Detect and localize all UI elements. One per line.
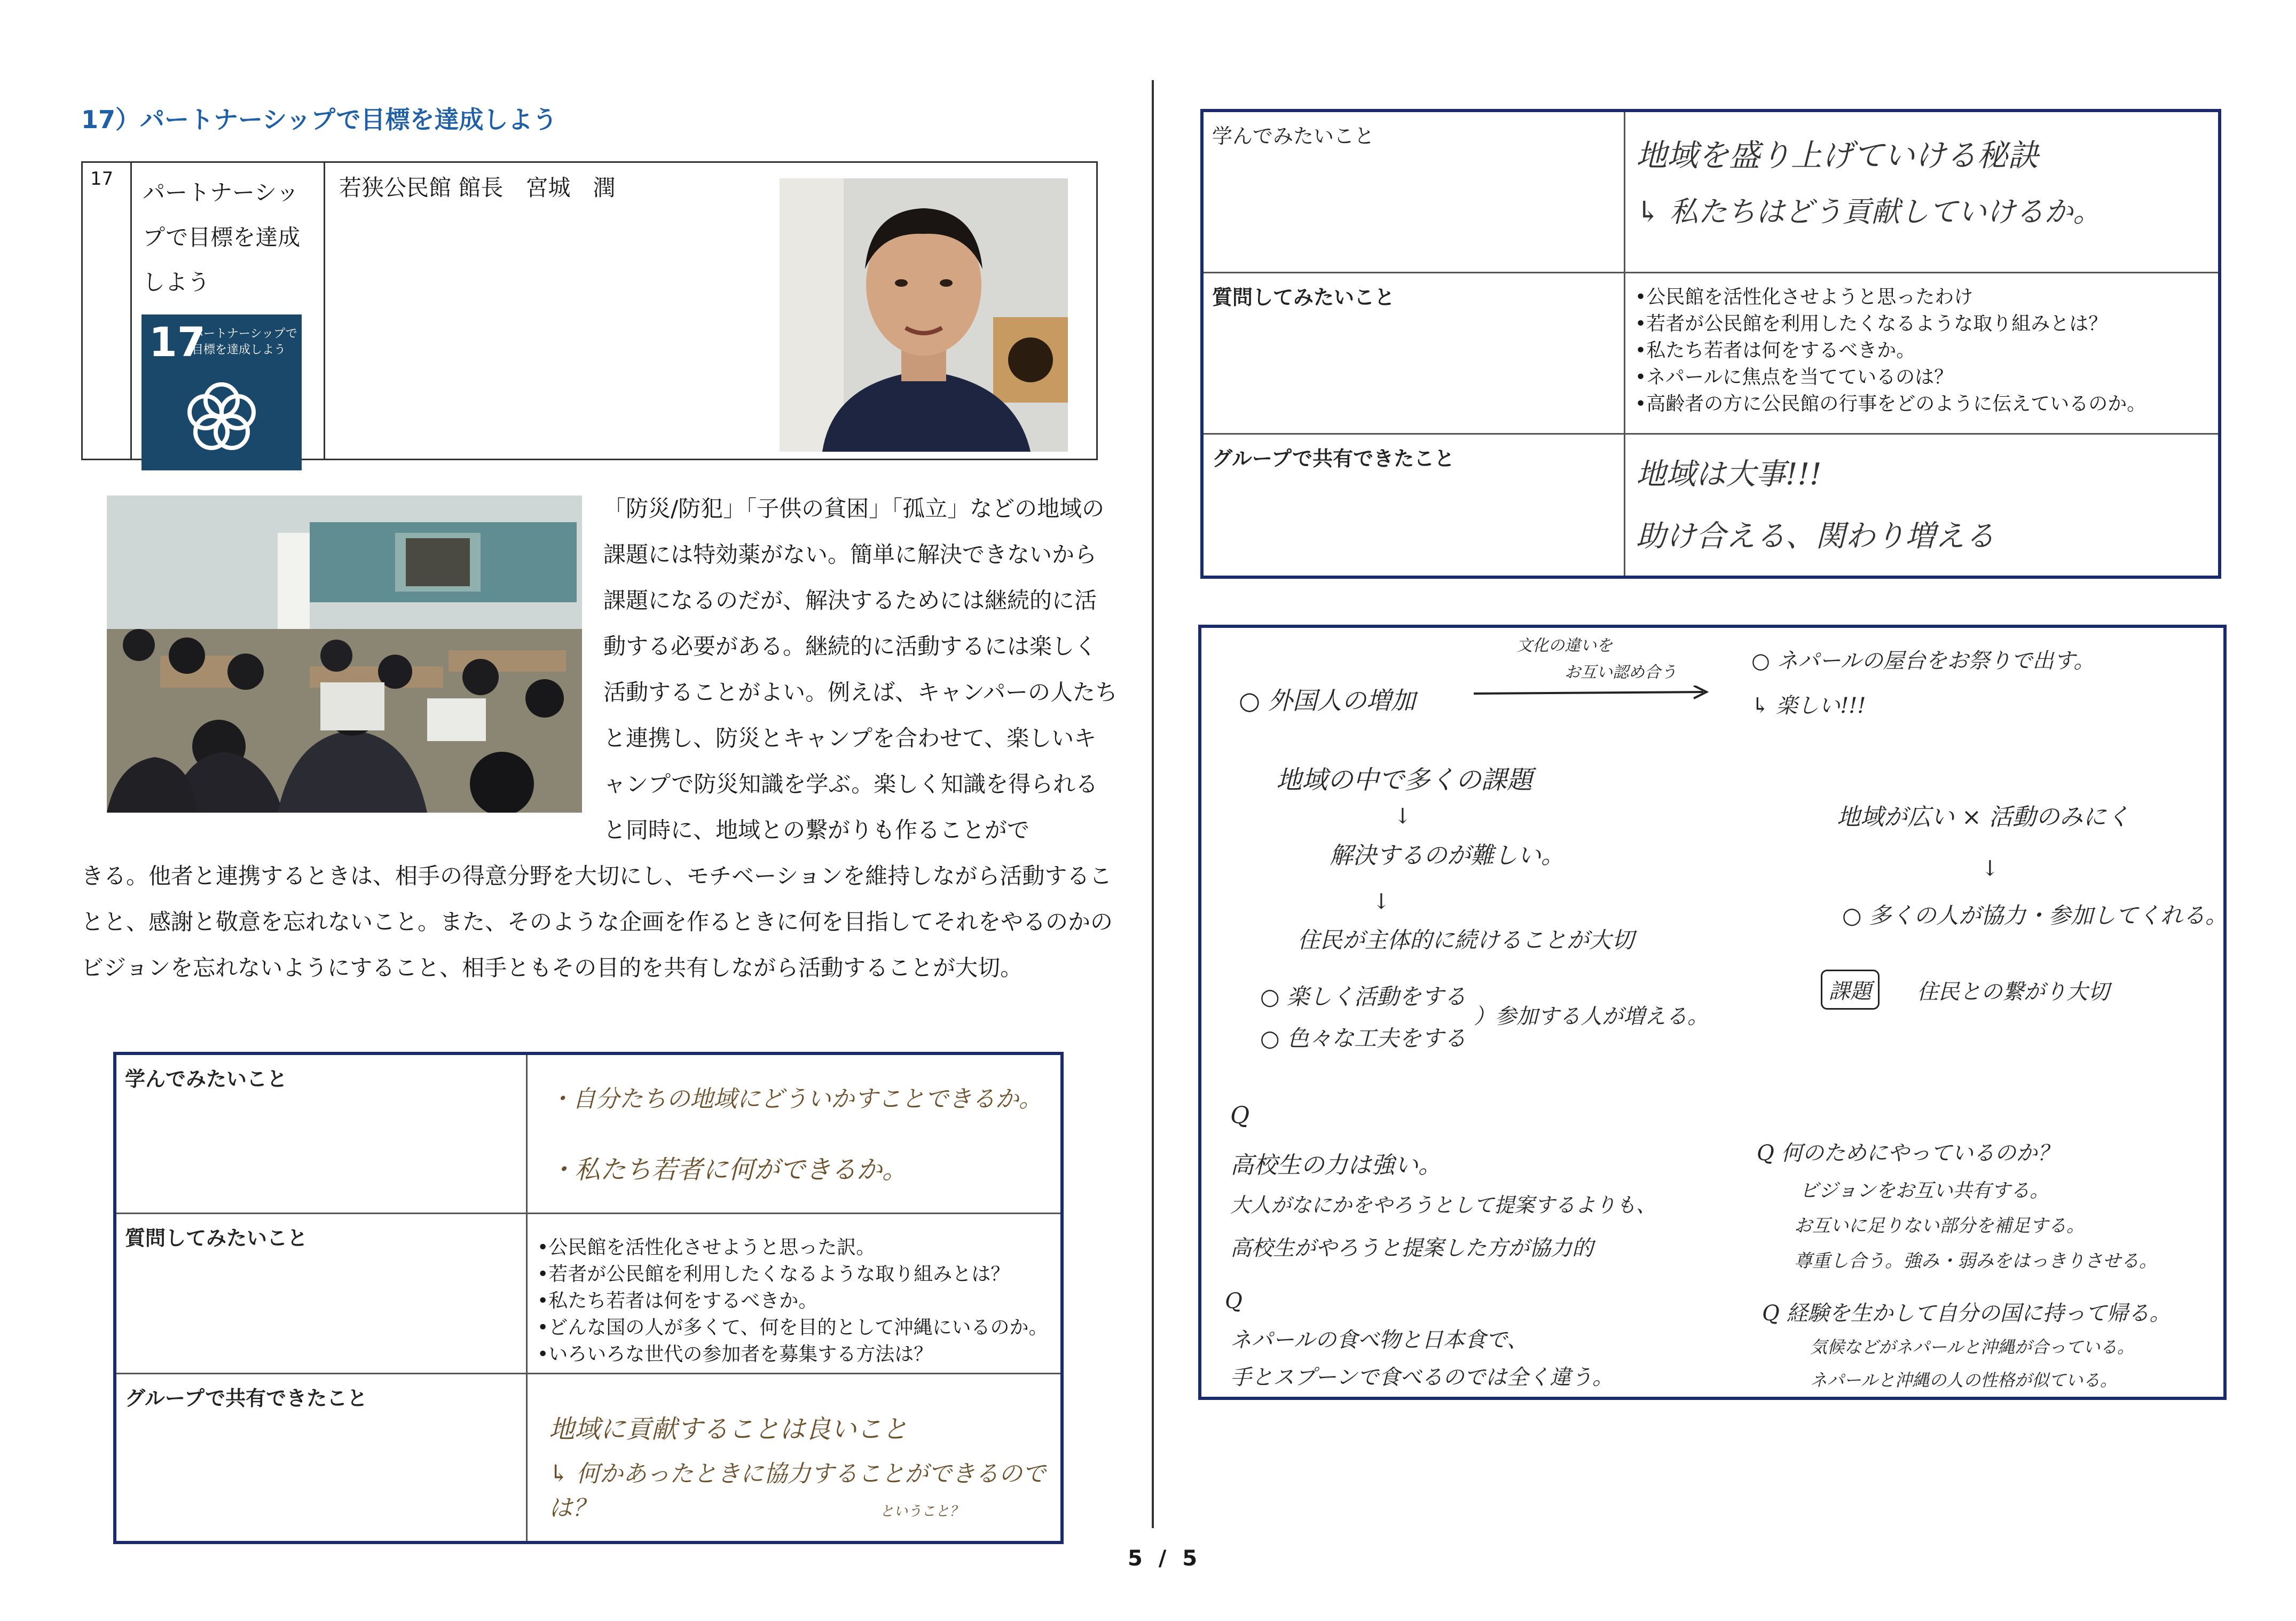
ws-left-ask-item: •どんな国の人が多くて、何を目的として沖縄にいるのか。 bbox=[537, 1317, 1048, 1339]
note-q-2: Q bbox=[1225, 1289, 1243, 1313]
note-issues: 地域の中で多くの課題 bbox=[1276, 765, 1533, 795]
ws-right-learn-answer-1: 地域を盛り上げていける秘訣 bbox=[1636, 137, 2039, 174]
note-fun-1: ○ 楽しく活動をする bbox=[1260, 983, 1466, 1010]
note-why-4: 尊重し合う。強み・弱みをはっきりさせる。 bbox=[1794, 1250, 2157, 1272]
ws-right-ask-answer bbox=[1625, 273, 2218, 433]
flower-rings-icon bbox=[182, 377, 262, 458]
sdg-badge-number: 17 bbox=[149, 318, 206, 366]
note-q-1: Q bbox=[1230, 1102, 1250, 1129]
note-region-wide: 地域が広い × 活動のみにく bbox=[1837, 804, 2130, 831]
note-food-2: 手とスプーンで食べるのでは全く違う。 bbox=[1230, 1365, 1614, 1390]
note-hs-2: 大人がなにかをやろうとして提案するよりも、 bbox=[1230, 1193, 1657, 1217]
note-arrow-2: ↓ bbox=[1372, 890, 1390, 914]
ws-right-ask-item: •私たち若者は何をするべきか。 bbox=[1635, 340, 1916, 361]
note-nepal-1: ○ ネパールの屋台をお祭りで出す。 bbox=[1751, 649, 2095, 673]
ws-left-row-ask bbox=[116, 1214, 1060, 1374]
ws-left-ask-item: •若者が公民館を利用したくなるような取り組みとは？ bbox=[537, 1263, 1010, 1285]
note-food-1: ネパールの食べ物と日本食で、 bbox=[1230, 1328, 1528, 1352]
ws-left-share-label: グループで共有できたこと bbox=[116, 1374, 528, 1541]
goal-title-line-3: しよう bbox=[143, 269, 210, 295]
ws-left-ask-label: 質問してみたいこと bbox=[116, 1214, 528, 1373]
note-foreigners: ○ 外国人の増加 bbox=[1239, 686, 1416, 715]
sdg-badge-text bbox=[192, 326, 297, 358]
speaker-name: 若狭公民館 館長 宮城 潤 bbox=[339, 175, 616, 201]
article-paragraph-full: きる。他者と連携するときは、相手の得意分野を大切にし、モチベーションを維持しながら活動することと、感謝と敬意を忘れないこと。また、そのような企画を作るときに何を目指してそれをやるのかのビジョンを忘れないようにすること、相手ともその目的を共有しながら活動することが大切。 bbox=[81, 863, 1113, 981]
ws-left-share-answer-2: ↳ 何かあったときに協力することができるのでは？ bbox=[549, 1460, 1046, 1522]
sdg-badge-text-line-1: パートナーシップで bbox=[192, 327, 297, 341]
ws-right-learn-answer bbox=[1625, 112, 2218, 272]
right-arrow-icon bbox=[1474, 686, 1709, 702]
ws-right-learn-label: 学んでみたいこと bbox=[1204, 112, 1625, 272]
ws-right-learn-answer-2: ↳ 私たちはどう貢献していけるか。 bbox=[1636, 195, 2102, 229]
goal-title-line-2: プで目標を達成 bbox=[143, 224, 301, 250]
note-exp-2: 気候などがネパールと沖縄が合っている。 bbox=[1810, 1337, 2135, 1357]
ws-left-ask-answer bbox=[528, 1214, 1060, 1373]
ws-right-share-answer-1: 地域は大事!!! bbox=[1636, 457, 1822, 492]
ws-right-ask-item: •公民館を活性化させようと思ったわけ bbox=[1635, 286, 1973, 308]
ws-right-row-ask bbox=[1204, 273, 2218, 435]
note-continuous: 住民が主体的に続けることが大切 bbox=[1298, 927, 1634, 953]
note-culture-1: 文化の違いを bbox=[1516, 636, 1613, 655]
ws-right-ask-list bbox=[1635, 273, 2208, 418]
note-many-people: ○ 多くの人が協力・参加してくれる。 bbox=[1842, 902, 2228, 928]
worksheet-left bbox=[113, 1052, 1064, 1544]
classroom-photo bbox=[107, 495, 582, 813]
page-number: 5 / 5 bbox=[1128, 1546, 1202, 1571]
goal-number-cell: 17 bbox=[83, 163, 132, 459]
ws-left-learn-answer bbox=[528, 1055, 1060, 1213]
ws-left-row-share bbox=[116, 1374, 1060, 1541]
note-participants: ）参加する人が増える。 bbox=[1474, 1004, 1709, 1029]
note-hs-1: 高校生の力は強い。 bbox=[1230, 1152, 1442, 1179]
note-fun-2: ○ 色々な工夫をする bbox=[1260, 1025, 1466, 1051]
note-why-3: お互いに足りない部分を補足する。 bbox=[1794, 1215, 2085, 1237]
article-paragraph-right: 「防災/防犯」「子供の貧困」「孤立」などの地域の課題には特効薬がない。簡単に解決できないから課題になるのだが、解決するためには継続的に活動する必要がある。継続的に活動するには楽しく活動することがよい。例えば、キャンパーの人たちと連携し、防災とキャンプを合わせて、楽しいキャンプで防災知識を学ぶ。楽しく知識を得られると同時に、地域との繋がりも作ることがで bbox=[603, 495, 1118, 843]
sdg-17-badge bbox=[141, 314, 302, 470]
goal-title-line-1: パートナーシッ bbox=[143, 179, 299, 206]
ws-left-learn-label: 学んでみたいこと bbox=[116, 1055, 528, 1213]
ws-right-row-learn bbox=[1204, 112, 2218, 273]
note-exp-3: ネパールと沖縄の人の性格が似ている。 bbox=[1810, 1370, 2118, 1390]
sdg-badge-text-line-2: 目標を達成しよう bbox=[192, 343, 286, 357]
ws-left-share-answer bbox=[528, 1374, 1060, 1541]
ws-right-ask-item: •ネパールに焦点を当てているのは？ bbox=[1635, 366, 1954, 388]
ws-right-ask-item: •高齢者の方に公民館の行事をどのように伝えているのか。 bbox=[1635, 393, 2146, 415]
ws-right-share-answer bbox=[1625, 435, 2218, 576]
note-nepal-2: ↳ 楽しい!!! bbox=[1751, 694, 1866, 718]
ws-left-share-answer-1: 地域に貢献することは良いこと bbox=[549, 1414, 908, 1444]
speaker-portrait-photo bbox=[780, 178, 1068, 452]
ws-right-share-answer-2: 助け合える、関わり増える bbox=[1636, 519, 1995, 554]
page-heading: 17）パートナーシップで目標を達成しよう bbox=[81, 105, 557, 134]
ws-left-ask-item: •私たち若者は何をするべきか。 bbox=[537, 1290, 818, 1312]
ws-right-row-share bbox=[1204, 435, 2218, 576]
note-arrow-1: ↓ bbox=[1394, 804, 1412, 829]
note-connection: 住民との繋がり大切 bbox=[1917, 980, 2109, 1004]
discussion-notes-board bbox=[1198, 625, 2227, 1400]
note-kadai-box: 課題 bbox=[1821, 970, 1880, 1010]
ws-left-ask-item: •いろいろな世代の参加者を募集する方法は？ bbox=[537, 1343, 933, 1365]
goal-title-cell bbox=[132, 163, 325, 459]
note-hs-3: 高校生がやろうと提案した方が協力的 bbox=[1230, 1236, 1593, 1261]
worksheet-right bbox=[1200, 109, 2221, 579]
ws-left-ask-list bbox=[537, 1214, 1051, 1368]
ws-left-learn-answer-1: ・自分たちの地域にどういかすことできるか。 bbox=[549, 1085, 1042, 1113]
ws-right-ask-label: 質問してみたいこと bbox=[1204, 273, 1625, 433]
note-exp-1: Q 経験を生かして自分の国に持って帰る。 bbox=[1762, 1301, 2171, 1326]
ws-left-ask-item: •公民館を活性化させようと思った訳。 bbox=[537, 1237, 876, 1258]
ws-left-row-learn bbox=[116, 1055, 1060, 1214]
column-divider bbox=[1152, 80, 1154, 1528]
ws-right-ask-item: •若者が公民館を利用したくなるような取り組みとは？ bbox=[1635, 313, 2108, 335]
ws-left-share-answer-3: ということ？ bbox=[880, 1504, 964, 1520]
note-arrow-3: ↓ bbox=[1981, 856, 1999, 881]
note-why-1: Q 何のためにやっているのか？ bbox=[1757, 1141, 2059, 1166]
ws-right-share-label: グループで共有できたこと bbox=[1204, 435, 1625, 576]
ws-left-learn-answer-2: ・私たち若者に何ができるか。 bbox=[549, 1155, 908, 1185]
note-hard: 解決するのが難しい。 bbox=[1330, 842, 1564, 869]
note-why-2: ビジョンをお互い共有する。 bbox=[1799, 1180, 2049, 1202]
note-culture-2: お互い認め合う bbox=[1564, 663, 1677, 682]
